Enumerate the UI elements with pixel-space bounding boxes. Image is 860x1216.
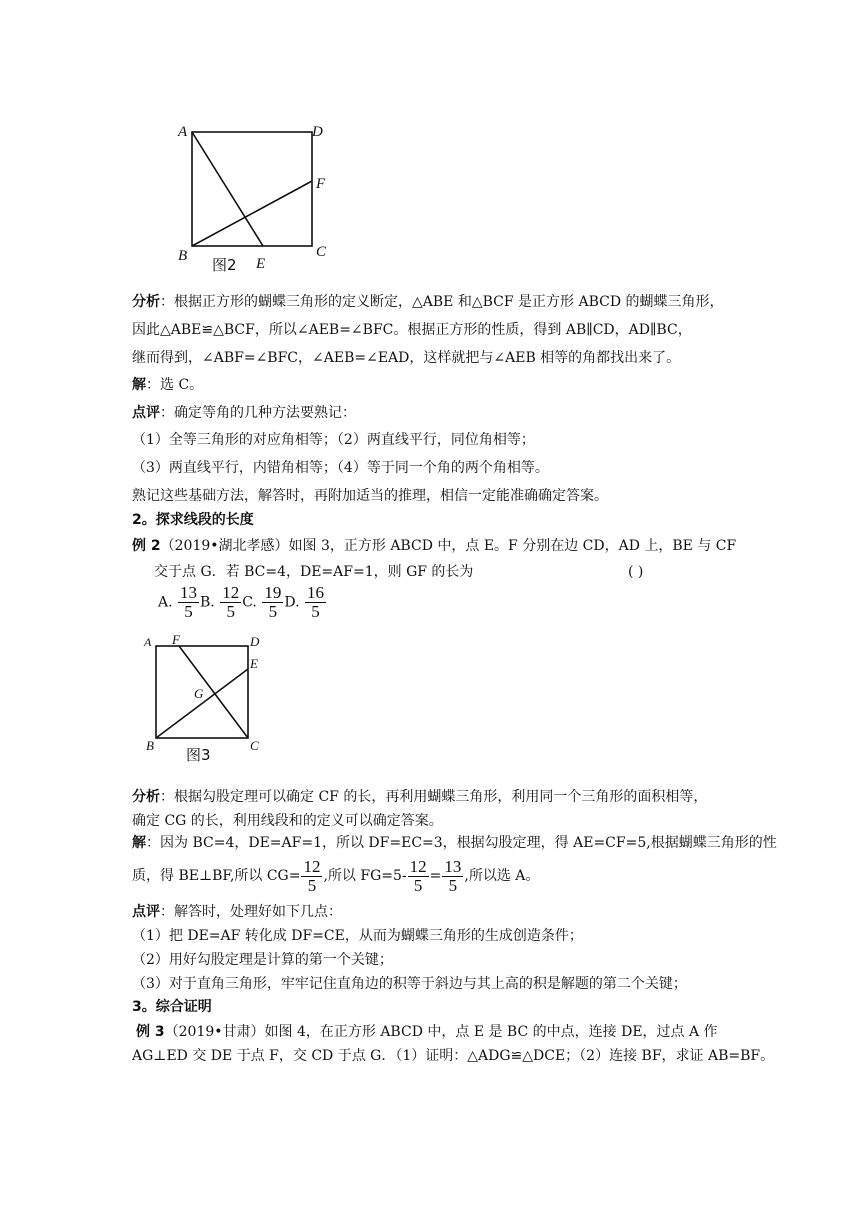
segment-ae (192, 132, 263, 246)
fraction-cg: $\frac{12}{5}$ (303, 856, 321, 895)
segment-bf (192, 181, 312, 246)
section-2-heading: 2。探求线段的长度 (132, 512, 254, 528)
ex3-question-line-2: AG⊥ED 交 DE 于点 F，交 CD 于点 G．（1）证明：△ADG≌△DCE；（2）连接 BF，求证 AB=BF。 (132, 1048, 775, 1064)
solution-label: 解 (132, 835, 146, 851)
figure-2-caption: 图2 (212, 256, 237, 274)
label-f: F (316, 176, 326, 192)
option-b-fraction: $\frac{12}{5}$ (222, 583, 240, 621)
figure-2 (170, 120, 340, 275)
ex2-comment-item-1: （1）把 DE=AF 转化成 DF=CE，从而为蝴蝶三角形的生成创造条件； (132, 928, 583, 944)
label-e: E (256, 256, 266, 272)
ex1-analysis-line-1: 分析：根据正方形的蝴蝶三角形的定义断定，△ABE 和△BCF 是正方形 ABCD 的蝴蝶三角形， (132, 294, 724, 310)
label-d: D (312, 124, 323, 140)
ex2-comment-item-2: （2）用好勾股定理是计算的第一个关键； (132, 952, 393, 968)
label-e: E (250, 656, 258, 671)
ex1-solution: 解：选 C。 (132, 377, 204, 393)
ex1-comment: 点评：确定等角的几种方法要熟记： (132, 405, 356, 421)
section-3-heading: 3。综合证明 (132, 999, 212, 1015)
analysis-label: 分析 (132, 294, 160, 310)
label-g: G (194, 686, 204, 701)
ex1-comment-item-2: （3）两直线平行，内错角相等；（4）等于同一个角的两个角相等。 (132, 460, 549, 476)
figure-3-caption: 图3 (186, 746, 211, 764)
ex2-comment-item-3: （3）对于直角三角形，牢牢记住直角边的积等于斜边与其上高的积是解题的第二个关键； (132, 976, 687, 992)
ex2-options (158, 584, 327, 621)
example-3-label: 例 3 (136, 1024, 165, 1040)
option-c-fraction: $\frac{19}{5}$ (264, 583, 282, 621)
ex2-comment: 点评：解答时，处理好如下几点： (132, 904, 342, 920)
ex3-question-line-1: 例 3（2019•甘肃）如图 4，在正方形 ABCD 中，点 E 是 BC 的中点，连接 DE，过点 A 作 (136, 1024, 718, 1040)
answer-blank: ( ) (628, 564, 644, 580)
comment-label: 点评 (132, 405, 160, 421)
label-c: C (250, 738, 259, 753)
fraction-fg: $\frac{13}{5}$ (444, 856, 462, 895)
label-f: F (172, 632, 180, 647)
option-b-letter: B. (200, 594, 215, 611)
label-d: D (250, 634, 260, 649)
ex2-solution-line-2: 质，得 BE⊥BF,所以 CG= $\frac{12}{5}$ ,所以 FG=5- $\frac{12}{5}$ = $\frac{13}{5}$ ,所以选 A。 (132, 856, 540, 895)
segment-be (156, 669, 248, 738)
option-a-fraction: $\frac{13}{5}$ (180, 583, 198, 621)
ex2-question-line-2: 交于点 G．若 BC=4，DE=AF=1，则 GF 的长为 (154, 564, 474, 580)
solution-label: 解 (132, 377, 146, 393)
ex1-closing: 熟记这些基础方法，解答时，再附加适当的推理，相信一定能准确确定答案。 (132, 488, 608, 504)
figure-3 (140, 632, 280, 772)
ex2-solution-line-1: 解：因为 BC=4，DE=AF=1，所以 DF=EC=3，根据勾股定理，得 AE=CF=5,根据蝴蝶三角形的性 (132, 835, 777, 851)
ex1-analysis-line-3: 继而得到，∠ABF=∠BFC，∠AEB=∠EAD，这样就把与∠AEB 相等的角都找出来了。 (132, 350, 681, 366)
analysis-label: 分析 (132, 789, 160, 805)
label-c: C (316, 244, 327, 260)
option-d-fraction: $\frac{16}{5}$ (306, 583, 324, 621)
ex2-question-line-1: 例 2（2019•湖北孝感）如图 3，正方形 ABCD 中，点 E。F 分别在边 CD，AD 上，BE 与 CF (132, 538, 737, 554)
option-a-letter: A. (158, 594, 173, 611)
option-d-letter: D. (284, 594, 300, 611)
label-a: A (178, 124, 188, 140)
label-a: A (144, 635, 152, 649)
example-2-label: 例 2 (132, 538, 161, 554)
fraction-subtrahend: $\frac{12}{5}$ (409, 856, 427, 895)
option-c-letter: C. (242, 594, 257, 611)
ex2-analysis-line-2: 确定 CG 的长，利用线段和的定义可以确定答案。 (132, 813, 443, 829)
label-b: B (178, 248, 188, 264)
label-b: B (146, 738, 154, 753)
comment-label: 点评 (132, 904, 160, 920)
ex1-comment-item-1: （1）全等三角形的对应角相等；（2）两直线平行，同位角相等； (132, 432, 535, 448)
ex2-analysis-line-1: 分析：根据勾股定理可以确定 CF 的长，再利用蝴蝶三角形，利用同一个三角形的面积相等， (132, 789, 708, 805)
ex1-analysis-line-2: 因此△ABE≌△BCF，所以∠AEB=∠BFC。根据正方形的性质，得到 AB∥CD，AD∥BC， (132, 322, 692, 338)
segment-cf (179, 646, 248, 738)
